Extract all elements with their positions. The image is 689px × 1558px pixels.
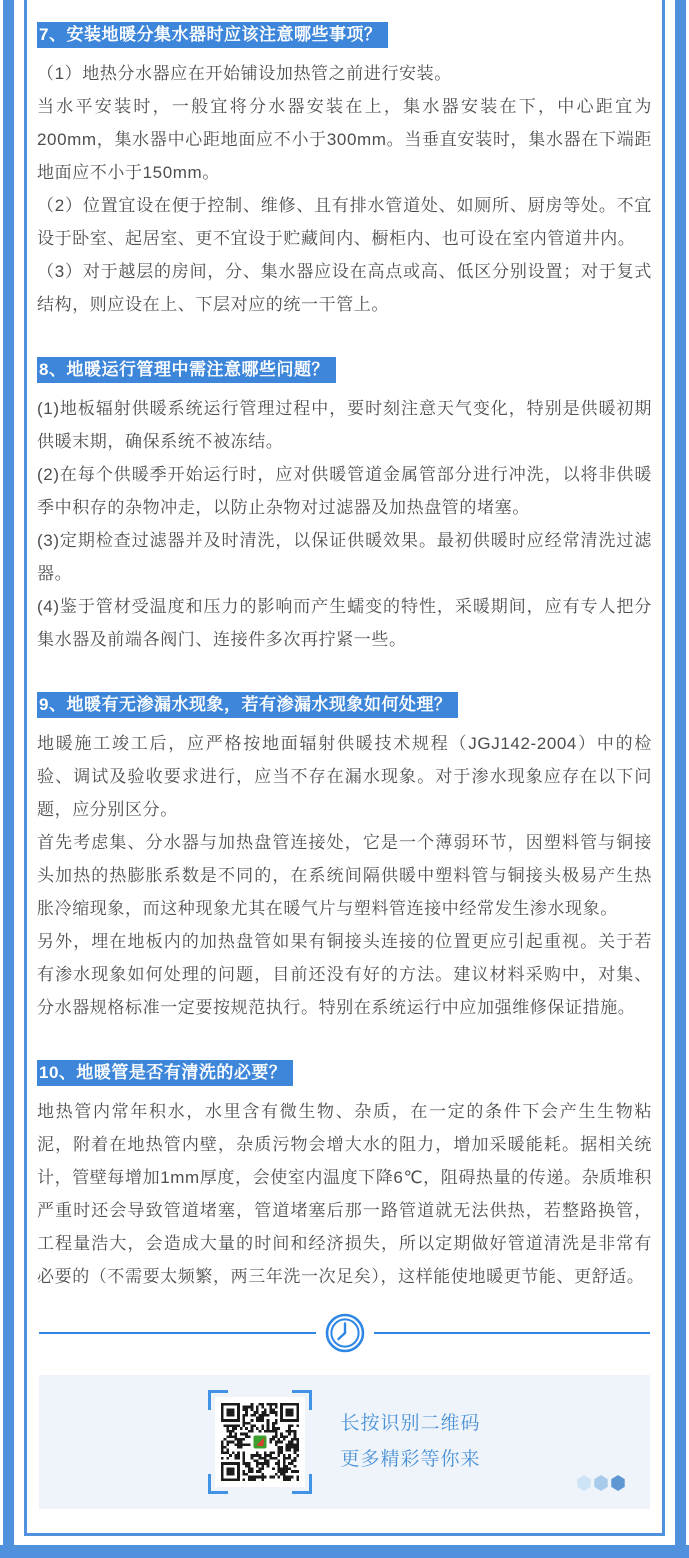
qr-caption: [340, 1406, 480, 1478]
paragraph: 首先考虑集、分水器与加热盘管连接处，它是一个薄弱环节，因塑料管与铜接头加热的热膨胀系数是不同的，在系统间隔供暖中塑料管与铜接头极易产生热胀冷缩现象，而这种现象尤其在暖气片与塑料管连接中经常发生渗水现象。: [37, 833, 652, 918]
paragraph: 另外，埋在地板内的加热盘管如果有铜接头连接的位置更应引起重视。关于若有渗水现象如何处理的问题，目前还没有好的方法。建议材料采购中，对集、分水器规格标准一定要按规范执行。特别在系统运行中应加强维修保证措施。: [37, 932, 652, 1017]
dot-icon: [593, 1475, 609, 1491]
qr-caption-line1: 长按识别二维码: [340, 1413, 481, 1434]
paragraph: 地热管内常年积水，水里含有微生物、杂质，在一定的条件下会产生生物粘泥，附着在地热管内壁，杂质污物会增大水的阻力，增加采暖能耗。据相关统计，管壁每增加1mm厚度，会使室内温度下降6℃，阻碍热量的传递。杂质堆积严重时还会导致管道堵塞，管道堵塞后那一路管道就无法供热，若整路换管，工程量浩大，会造成大量的时间和经济损失，所以定期做好管道清洗是非常有必要的（不需要太频繁，两三年洗一次足矣），这样能使地暖更节能、更舒适。: [37, 1102, 652, 1286]
bracket-corner-icon: [208, 1474, 228, 1494]
section-title: 8、地暖运行管理中需注意哪些问题？: [37, 357, 336, 383]
paragraph: （3）对于越层的房间，分、集水器应设在高点或高、低区分别设置；对于复式结构，则应设在上、下层对应的统一干管上。: [37, 262, 652, 314]
paragraph: (1)地板辐射供暖系统运行管理过程中，要时刻注意天气变化，特别是供暖初期供暖末期，确保系统不被冻结。: [37, 399, 652, 451]
section-title: 9、地暖有无渗漏水现象，若有渗漏水现象如何处理？: [37, 692, 458, 718]
faq-section-9: [37, 656, 652, 1024]
paragraph: 当水平安装时，一般宜将分水器安装在上，集水器安装在下，中心距宜为200mm，集水器中心距地面应不小于300mm。当垂直安装时，集水器在下端距地面应不小于150mm。: [37, 97, 652, 182]
qr-caption-line2: 更多精彩等你来: [340, 1449, 481, 1470]
paragraph: (4)鉴于管材受温度和压力的影响而产生蠕变的特性，采暖期间，应有专人把分集水器及前端各阀门、连接件多次再拧紧一些。: [37, 597, 652, 649]
pagination-dots: [575, 1475, 626, 1491]
paragraph: 地暖施工竣工后，应严格按地面辐射供暖技术规程（JGJ142-2004）中的检验、调试及验收要求进行，应当不存在漏水现象。对于渗水现象应存在以下问题，应分别区分。: [37, 734, 652, 819]
paragraph: （2）位置宜设在便于控制、维修、且有排水管道处、如厕所、厨房等处。不宜设于卧室、起居室、更不宜设于贮藏间内、橱柜内、也可设在室内管道井内。: [37, 196, 652, 248]
section-divider: [39, 1311, 650, 1355]
bracket-corner-icon: [292, 1474, 312, 1494]
qr-frame: [208, 1390, 312, 1494]
dot-icon: [610, 1475, 626, 1491]
bracket-corner-icon: [292, 1390, 312, 1410]
faq-section-7: [37, 22, 652, 321]
paragraph: （1）地热分水器应在开始铺设加热管之前进行安装。: [37, 64, 452, 83]
dot-icon: [576, 1475, 592, 1491]
bottom-spacer: [37, 1509, 652, 1558]
qr-group: [208, 1390, 480, 1494]
qr-panel: [39, 1375, 650, 1509]
section-title: 10、地暖管是否有清洗的必要？: [37, 1060, 293, 1086]
faq-section-10: [37, 1024, 652, 1293]
section-title: 7、安装地暖分集水器时应该注意哪些事项？: [37, 22, 388, 48]
clock-icon: [316, 1311, 374, 1355]
paragraph: (2)在每个供暖季开始运行时，应对供暖管道金属管部分进行冲洗，以将非供暖季中积存的杂物冲走，以防止杂物对过滤器及加热盘管的堵塞。: [37, 465, 652, 517]
bracket-corner-icon: [208, 1390, 228, 1410]
paragraph: (3)定期检查过滤器并及时清洗，以保证供暖效果。最初供暖时应经常清洗过滤器。: [37, 531, 652, 583]
faq-section-8: [37, 321, 652, 656]
